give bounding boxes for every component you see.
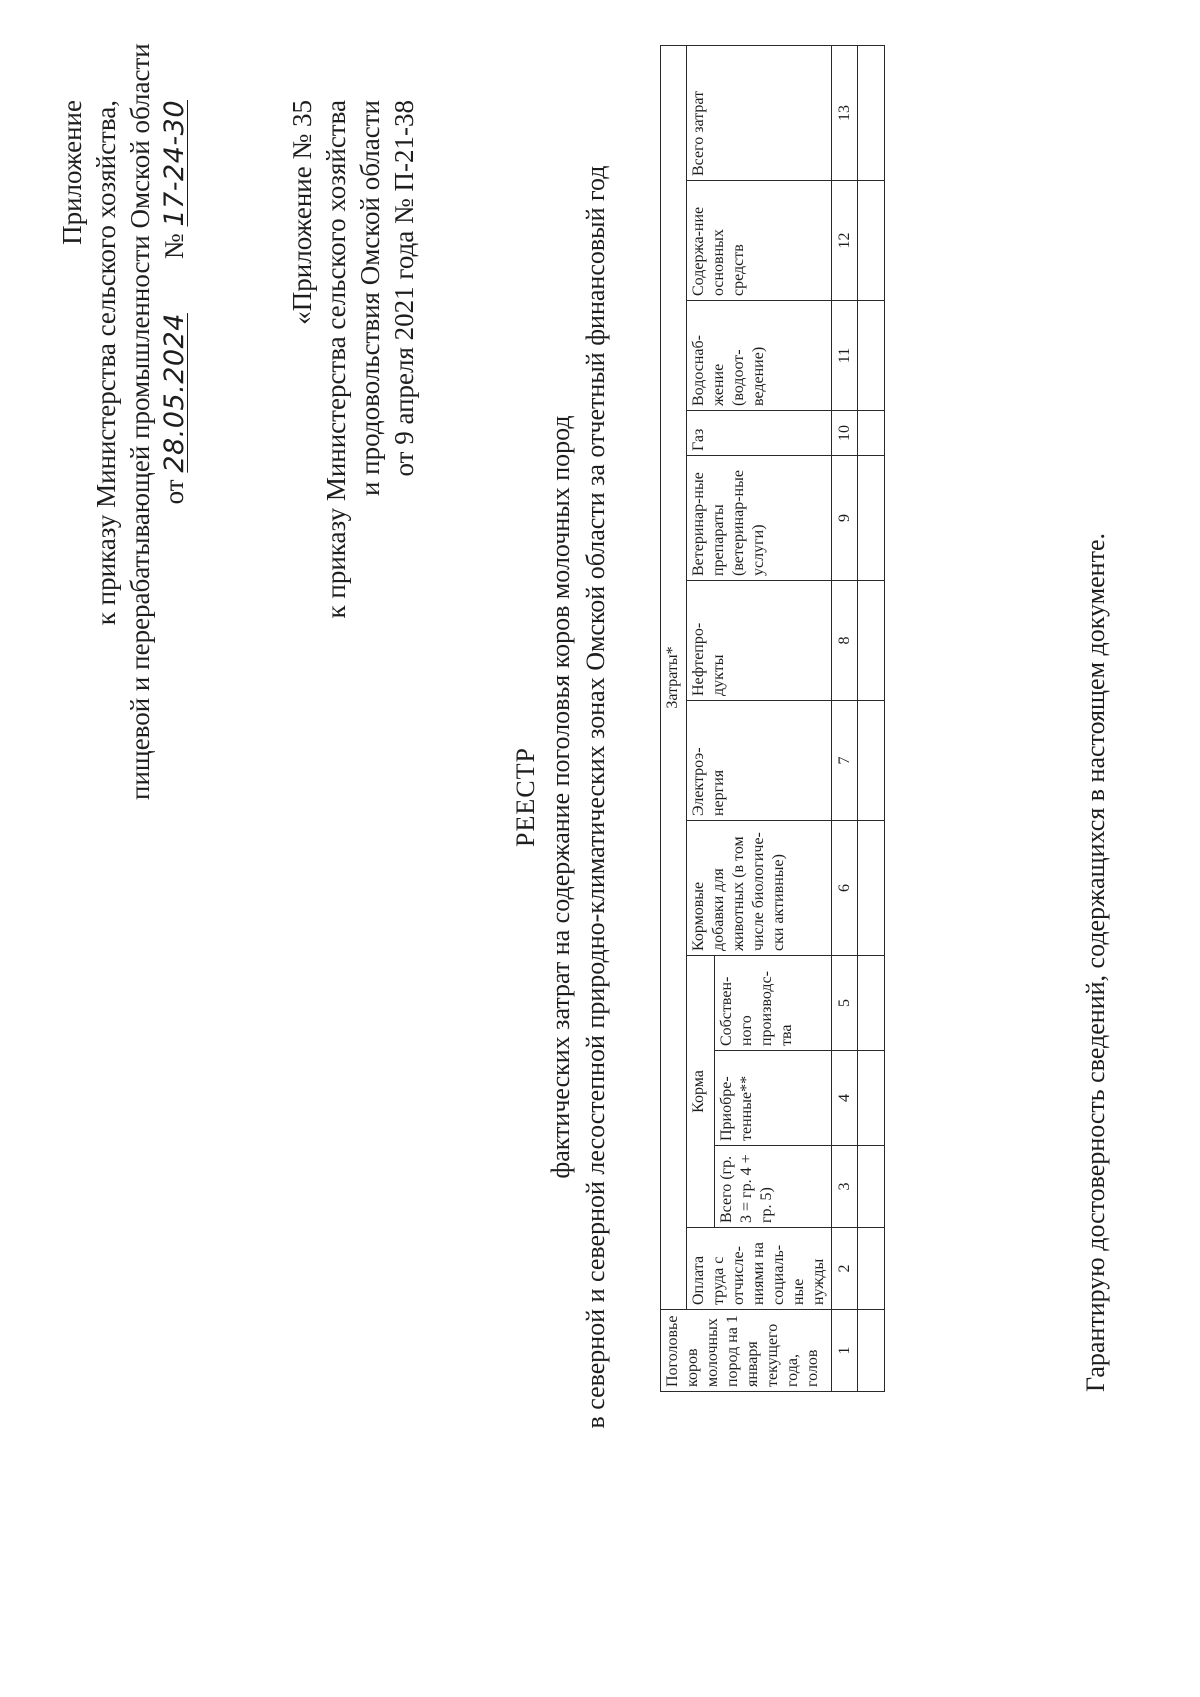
col-number: 13: [832, 46, 858, 181]
table-row: [858, 46, 885, 1392]
appendix-number: «Приложение № 35: [287, 100, 317, 325]
col-number: 7: [832, 701, 858, 821]
table-cell: [858, 46, 885, 181]
document-subtitle-1: фактических затрат на содержание поголовья коров молочных пород: [546, 415, 575, 1179]
attachment-ministry-line: пищевой и перерабатывающей промышленности Омской области: [125, 43, 155, 800]
costs-registry-table: [660, 45, 885, 1392]
table-cell: [858, 411, 885, 456]
table-cell: [858, 701, 885, 821]
col-number: 6: [832, 821, 858, 956]
appendix-ministry-line: и продовольствия Омской области: [355, 100, 385, 497]
table-cell: [858, 1051, 885, 1146]
header-veterinary: Ветеринар-ные препараты (ветеринар-ные услуги): [687, 456, 832, 581]
table-cell: [858, 1146, 885, 1228]
header-feed-own: Собствен-ного производс-тва: [714, 956, 831, 1051]
col-number: 8: [832, 581, 858, 701]
col-number: 9: [832, 456, 858, 581]
table-cell: [858, 1228, 885, 1310]
col-number: 2: [832, 1228, 858, 1310]
header-labor-cost: Оплата труда с отчисле-ниями на социаль-ные нужды: [687, 1228, 832, 1310]
handwritten-number: 17-24-30: [159, 100, 190, 227]
col-number: 12: [832, 181, 858, 301]
col-number: 5: [832, 956, 858, 1051]
col-number: 10: [832, 411, 858, 456]
document-subtitle-2: в северной и северной лесостепной природно-климатических зонах Омской области за отчетный финансовый год: [581, 165, 610, 1429]
handwritten-date: 28.05.2024: [159, 313, 190, 473]
header-feed-purchased: Приобре-тенные**: [714, 1051, 831, 1146]
appendix-order-line: к приказу Министерства сельского хозяйства: [321, 100, 351, 619]
table-cell: [858, 181, 885, 301]
col-number: 1: [832, 1310, 858, 1392]
header-gas: Газ: [687, 411, 832, 456]
header-herd-size: Поголовье коров молочных пород на 1 января текущего года, голов: [661, 1310, 832, 1392]
header-total-costs: Всего затрат: [687, 46, 832, 181]
appendix-date-line: от 9 апреля 2021 года № П-21-38: [389, 100, 419, 477]
table-cell: [858, 456, 885, 581]
document-title: РЕЕСТР: [511, 747, 540, 847]
col-number: 3: [832, 1146, 858, 1228]
certification-statement: Гарантирую достоверность сведений, содержащихся в настоящем документе.: [1081, 532, 1110, 1392]
table-cell: [858, 301, 885, 411]
attachment-order-line: к приказу Министерства сельского хозяйства,: [91, 100, 121, 626]
previous-appendix-header: [285, 100, 421, 800]
header-electricity: Электроэ-нергия: [687, 701, 832, 821]
table-cell: [858, 956, 885, 1051]
header-petroleum: Нефтепро-дукты: [687, 581, 832, 701]
attachment-date-number-line: от 28.05.2024 № 17-24-30: [159, 100, 190, 505]
header-feed-group: Корма: [687, 956, 715, 1228]
col-number: 4: [832, 1051, 858, 1146]
table-cell: [858, 821, 885, 956]
col-number: 11: [832, 301, 858, 411]
table-cell: [858, 581, 885, 701]
header-feed-additives: Кормовые добавки для животных (в том числе биологиче-ски активные): [687, 821, 832, 956]
header-costs-group: Затраты*: [661, 46, 687, 1310]
table-cell: [858, 1310, 885, 1392]
header-feed-total: Всего (гр. 3 = гр. 4 + гр. 5): [714, 1146, 831, 1228]
order-attachment-header: [55, 43, 192, 800]
header-water-supply: Водоснаб-жение (водоот-ведение): [687, 301, 832, 411]
header-fixed-assets: Содержа-ние основных средств: [687, 181, 832, 301]
attachment-label: Приложение: [57, 100, 87, 245]
